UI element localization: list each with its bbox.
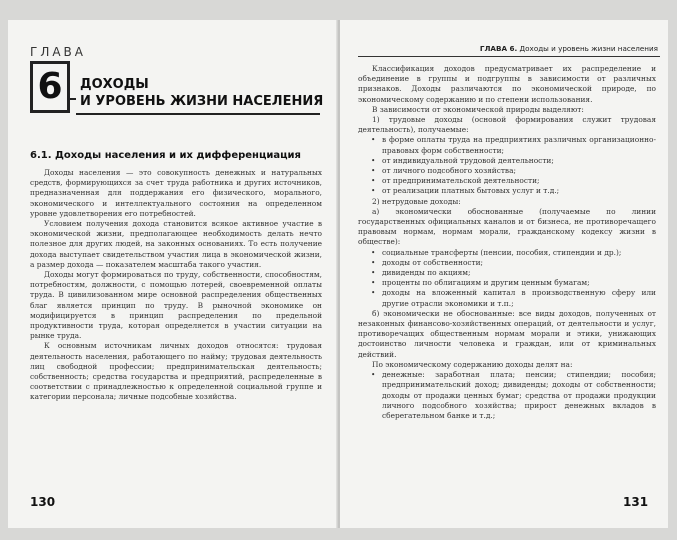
paragraph: Доходы населения — это совокупность денежных и натуральных средств, формирующихся за счет труда работника и других источников, предназначенная для поддержания его физического, морального, экономического и интеллектуального состояния на определенном уровне удовлетворения его потребностей. (30, 168, 322, 218)
paragraph: а) экономически обоснованные (получаемые по линии государственных официальных каналов и от бизнеса, не противоречащего правовым нормам, нормам морали, гражданскому кодексу жизни в обществе): (358, 206, 656, 247)
chapter-title-line2: И УРОВЕНЬ ЖИЗНИ НАСЕЛЕНИЯ (80, 94, 324, 109)
right-body-text (358, 64, 656, 421)
chapter-underline (76, 113, 320, 115)
justified-income-list (358, 248, 656, 309)
list-item: • от индивидуальной трудовой деятельности; (382, 156, 656, 166)
chapter-label: ГЛАВА (30, 45, 86, 59)
list-item: • денежные: заработная плата; пенсии; стипендии; пособия; предпринимательский доход; дивиденды; доходы от собственности; доходы от продажи ценных бумаг; средства от продажи продукции личного подсобного хозяйства; прирост денежных вкладов в сберегательном банке и т.д.; (382, 370, 656, 421)
chapter-title (80, 76, 323, 110)
list-item: • от предпринимательской деятельности; (382, 176, 656, 186)
list-item: • проценты по облигациям и другим ценным бумагам; (382, 278, 656, 288)
running-head (372, 44, 658, 53)
left-body-text (30, 168, 322, 403)
page-number-right: 131 (623, 495, 649, 509)
list-item: • от реализации платных бытовых услуг и т.д.; (382, 186, 656, 196)
chapter-number-box: 6 (30, 61, 70, 113)
paragraph: По экономическому содержанию доходы делят на: (372, 359, 573, 369)
list-item: • доходы на вложенный капитал в производственную сферу или другие отрасли экономики и т.п.; (382, 288, 656, 308)
running-head-chapter: ГЛАВА 6. (479, 44, 518, 53)
page-number-left: 130 (30, 495, 56, 509)
chapter-rule-connector (70, 98, 76, 100)
list-item: • от личного подсобного хозяйства; (382, 166, 656, 176)
running-head-rule (358, 56, 660, 57)
list-item: • дивиденды по акциям; (382, 268, 656, 278)
chapter-title-line1: ДОХОДЫ (80, 77, 149, 92)
paragraph: 2) нетрудовые доходы: (372, 196, 461, 206)
list-item: • доходы от собственности; (382, 258, 656, 268)
section-heading: 6.1. Доходы населения и их дифференциация (30, 150, 301, 161)
paragraph: Классификация доходов предусматривает их распределение и объединение в группы и подгруппы в зависимости от различных признаков. Доходы различаются по экономической природе, по экономическому содержанию и по степени использования. (358, 64, 656, 104)
paragraph: Доходы могут формироваться по труду, собственности, способностям, потребностям, должности, с помощью лотерей, своевременной оплаты труда. В цивилизованном мире основной распределения общественных благ является принцип по труду. В рыночной экономике он модифицируется в принцип распределения по предельной продуктивности труда, которая определяется в участии ситуации на рынке труда. (30, 270, 322, 341)
paragraph: б) экономически не обоснованные: все виды доходов, полученных от незаконных финансово-хозяйственных операций, от деятельности и услуг, противоречащих общественным нормам морали и этики, унижающих достоинство личности человека и граждан, или от криминальных действий. (358, 308, 656, 359)
paragraph: К основным источникам личных доходов относятся: трудовая деятельность населения, работающего по найму; трудовая деятельность лиц свободной профессии; предпринимательская деятельность; собственность; средства государства и предприятий, распределенные в соответствии с принадлежностью к определенной социальной группе и категории персонала; личные подсобные хозяйства. (30, 341, 322, 402)
paragraph: В зависимости от экономической природы выделяют: (372, 104, 584, 114)
paragraph: Условием получения дохода становится всякое активное участие в экономической жизни, предполагающее необходимость делать нечто полезное для других людей, на законных основаниях. То есть получение дохода выступает свидетельством участия лица в экономической жизни, а размер дохода — показателем масштаба такого участия. (30, 219, 322, 269)
running-head-title: Доходы и уровень жизни населения (519, 44, 658, 53)
content-income-list (358, 370, 656, 421)
labor-income-list (358, 135, 656, 196)
paragraph: 1) трудовые доходы (основой формирования служит трудовая деятельность), получаемые: (358, 115, 656, 135)
list-item: • социальные трансферты (пенсии, пособия, стипендии и др.); (382, 248, 656, 258)
list-item: • в форме оплаты труда на предприятиях различных организационно-правовых форм собственности; (382, 135, 656, 155)
